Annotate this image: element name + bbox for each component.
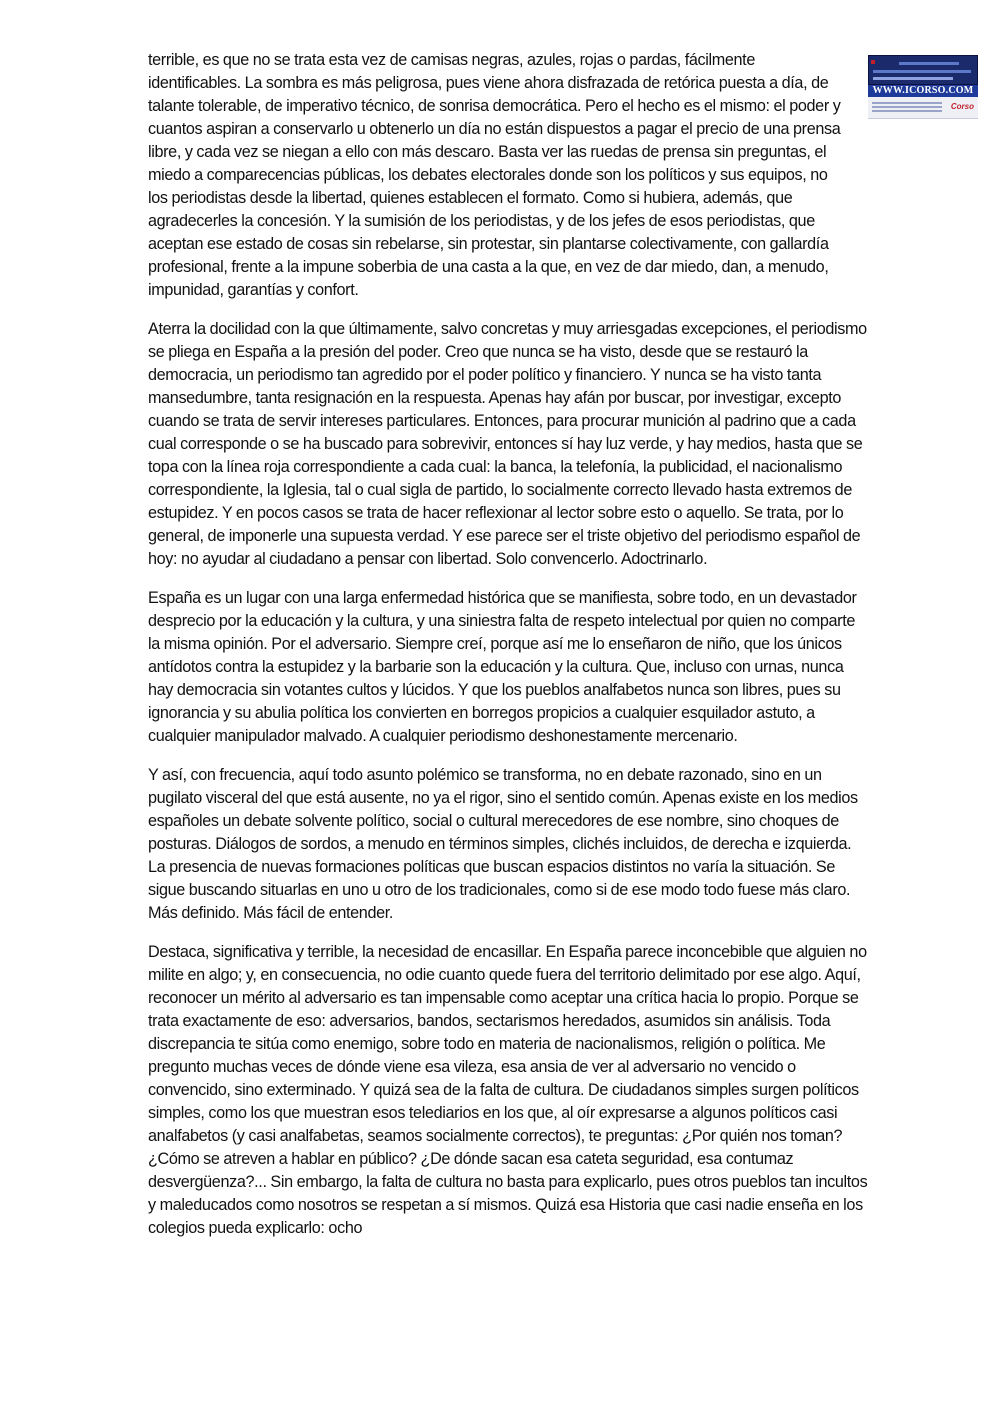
logo-url-text: WWW.ICORSO.COM (868, 85, 978, 97)
paragraph-4: Y así, con frecuencia, aquí todo asunto polémico se transforma, no en debate razonado, sino en un pugilato visceral del que está ausente, no ya el rigor, sino el sentido común. Apenas existe en los medios españoles un debate solvente político, social o cultural merecedores de ese nombre, sino choques de posturas. Diálogos de sordos, a menudo en términos simples, clichés incluidos, de derecha e izquierda. La presencia de nuevas formaciones políticas que buscan espacios distintos no varía la situación. Se sigue buscando situarlas en uno u otro de los tradicionales, como si de ese modo todo fuese más claro. Más definido. Más fácil de entender. (148, 766, 858, 922)
paragraph-5: Destaca, significativa y terrible, la necesidad de encasillar. En España parece inconcebible que alguien no milite en algo; y, en consecuencia, no odie cuanto quede fuera del territorio delimitado por ese algo. Aquí, reconocer un mérito al adversario es tan impensable como aceptar una crítica hacia lo propio. Porque se trata exactamente de eso: adversarios, bandos, sectarismos heredados, asumidos sin análisis. Toda discrepancia te sitúa como enemigo, sobre todo en materia de nacionalismos, religión o política. Me pregunto muchas veces de dónde viene esa vileza, esa ansia de ver al adversario no vencido o convencido, sino exterminado. Y quizá sea de la falta de cultura. De ciudadanos simples surgen políticos simples, como los que muestran esos telediarios en los que, al oír expresarse a algunos políticos casi analfabetos (y casi analfabetas, seamos socialmente correctos), te preguntas: ¿Por quién nos toman? ¿Cómo se atreven a hablar en público? ¿De dónde sacan esa cateta seguridad, esa contumaz desvergüenza?... Sin embargo, la falta de cultura no basta para explicarlo, pues otros pueblos tan incultos y maleducados como nosotros se respetan a sí mismos. Quizá esa Historia que casi nadie enseña en los colegios pueda explicarlo: ocho (148, 943, 868, 1237)
icorso-logo (868, 55, 978, 118)
paragraph-1: terrible, es que no se trata esta vez de camisas negras, azules, rojas o pardas, fácilmente identificables. La sombra es más peligrosa, pues viene ahora disfrazada de retórica puesta a día, de talante tolerable, de imperativo técnico, de sonrisa democrática. Pero el hecho es el mismo: el poder y cuantos aspiran a conservarlo u obtenerlo un día no están dispuestos a pagar el precio de una prensa libre, y cada vez se niegan a ello con más descaro. Basta ver las ruedas de prensa sin preguntas, el miedo a comparecencias públicas, los debates electorales donde son los políticos y sus equipos, no los periodistas desde la libertad, quienes establecen el formato. Como si hubiera, además, que agradecerles la concesión. Y la sumisión de los periodistas, y de los jefes de esos periodistas, que aceptan ese estado de cosas sin rebelarse, sin protestar, sin plantarse colectivamente, con gallardía profesional, frente a la impune soberbia de una casta a la que, en vez de dar miedo, dan, a menudo, impunidad, garantías y confort. (148, 51, 841, 299)
logo-red-mark (871, 60, 875, 64)
logo-brand-text: Corso (950, 102, 974, 111)
logo-bar (873, 77, 953, 80)
logo-bar (899, 62, 959, 65)
logo-bottom-strip (868, 97, 978, 119)
paragraph-2: Aterra la docilidad con la que últimamente, salvo concretas y muy arriesgadas excepciones, el periodismo se pliega en España a la presión del poder. Creo que nunca se ha visto, desde que se restauró la democracia, un periodismo tan agredido por el poder político y financiero. Y nunca se ha visto tanta mansedumbre, tanta resignación en la respuesta. Apenas hay afán por buscar, por investigar, excepto cuando se trata de servir intereses particulares. Entonces, para procurar munición al padrino que a cada cual corresponde o se ha buscado para sobrevivir, entonces sí hay luz verde, y hay medios, hasta que se topa con la línea roja correspondiente a cada cual: la banca, la telefonía, la publicidad, el nacionalismo correspondiente, la Iglesia, tal o cual sigla de partido, lo socialmente correcto llevado hasta extremos de estupidez. Y en pocos casos se trata de hacer reflexionar al lector sobre esto o aquello. Se trata, por lo general, de imponerle una supuesta verdad. Y ese parece ser el triste objetivo del periodismo español de hoy: no ayudar al ciudadano a pensar con libertad. Solo convencerlo. Adoctrinarlo. (148, 320, 867, 568)
logo-screenshot-thumbnail (868, 55, 978, 85)
article-body (148, 49, 868, 1256)
logo-text-lines (872, 102, 942, 104)
paragraph-3: España es un lugar con una larga enfermedad histórica que se manifiesta, sobre todo, en un devastador desprecio por la educación y la cultura, y una siniestra falta de respeto intelectual por quien no comparte la misma opinión. Por el adversario. Siempre creí, porque así me lo enseñaron de niño, que los únicos antídotos contra la estupidez y la barbarie son la educación y la cultura. Que, incluso con urnas, nunca hay democracia sin votantes cultos y lúcidos. Y que los pueblos analfabetos nunca son libres, pues su ignorancia y su abulia política los convierten en borregos propicios a cualquier esquilador astuto, a cualquier manipulador malvado. A cualquier periodismo deshonestamente mercenario. (148, 589, 857, 745)
logo-bar (873, 70, 971, 73)
